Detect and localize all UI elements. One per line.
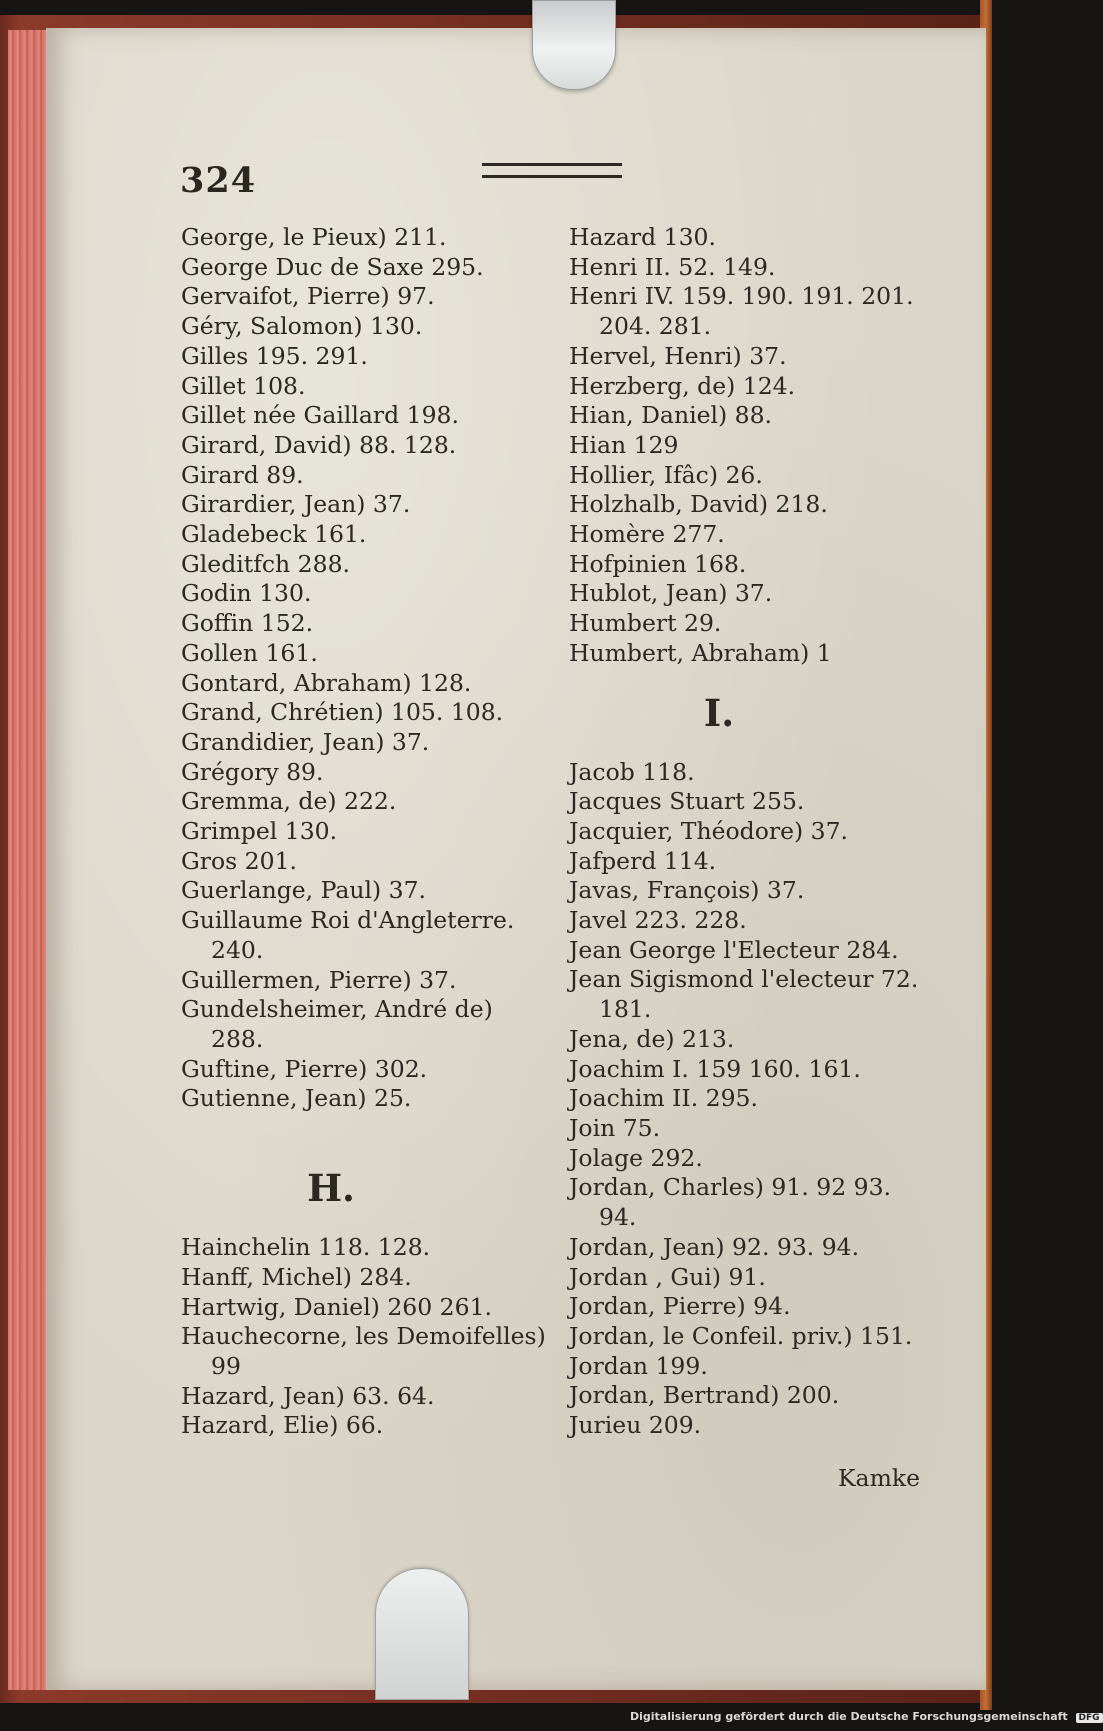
index-entry-continuation: 204. 281. — [599, 312, 712, 341]
index-entry: Grandidier, Jean) 37. — [181, 727, 430, 756]
index-entry: Gremma, de) 222. — [181, 787, 397, 816]
page-clip-bottom — [375, 1568, 469, 1700]
index-entry: Jordan 199. — [569, 1351, 708, 1380]
index-entry: Henri IV. 159. 190. 191. 201. — [569, 282, 914, 311]
index-entry: Géry, Salomon) 130. — [181, 312, 423, 341]
index-entry: Girardier, Jean) 37. — [181, 490, 411, 519]
index-entry-continuation: 94. — [599, 1203, 637, 1232]
index-entry: Gillet née Gaillard 198. — [181, 401, 459, 430]
index-entry: Hainchelin 118. 128. — [181, 1233, 431, 1262]
index-entry: Joachim I. 159 160. 161. — [569, 1054, 861, 1083]
index-entry: Goffin 152. — [181, 609, 314, 638]
index-entry: Jacob 118. — [569, 757, 695, 786]
index-entry: Guftine, Pierre) 302. — [181, 1054, 428, 1083]
index-entry: Jolage 292. — [569, 1143, 703, 1172]
index-entry: Homère 277. — [569, 520, 725, 549]
index-entry: Hollier, Ifâc) 26. — [569, 460, 763, 489]
index-entry: Herzberg, de) 124. — [569, 371, 796, 400]
dfg-logo-icon: DFG — [1076, 1713, 1103, 1723]
index-entry-continuation: 240. — [211, 935, 264, 964]
index-entry: Hauchecorne, les Demoifelles) — [181, 1322, 546, 1351]
index-entry: Jacquier, Théodore) 37. — [569, 816, 848, 845]
index-entry: Jordan , Gui) 91. — [569, 1262, 766, 1291]
credit-text: Digitalisierung gefördert durch die Deutsche Forschungsgemeinschaft — [630, 1710, 1068, 1723]
index-entry: Humbert, Abraham) 1 — [569, 638, 832, 667]
index-entry: Gillet 108. — [181, 371, 306, 400]
index-entry: George Duc de Saxe 295. — [181, 252, 484, 281]
index-entry: Jurieu 209. — [569, 1411, 702, 1440]
index-entry: Jordan, Jean) 92. 93. 94. — [569, 1232, 860, 1261]
digitization-credit — [630, 1710, 1100, 1723]
index-entry: Gutienne, Jean) 25. — [181, 1084, 412, 1113]
index-entry-continuation: 288. — [211, 1024, 264, 1053]
index-entry: Guillaume Roi d'Angleterre. — [181, 906, 515, 935]
index-entry: Jean George l'Electeur 284. — [569, 935, 899, 964]
index-entry: Humbert 29. — [569, 609, 722, 638]
index-column-right — [569, 223, 929, 1441]
index-entry: Grégory 89. — [181, 757, 324, 786]
index-entry: Gervaifot, Pierre) 97. — [181, 282, 435, 311]
index-entry: Gollen 161. — [181, 638, 318, 667]
index-entry: Gontard, Abraham) 128. — [181, 668, 472, 697]
index-entry: Grand, Chrétien) 105. 108. — [181, 698, 504, 727]
index-entry-continuation: 99 — [211, 1351, 241, 1380]
index-entry: Hofpinien 168. — [569, 549, 747, 578]
index-entry-continuation: 181. — [599, 995, 652, 1024]
index-entry: Jacques Stuart 255. — [569, 787, 805, 816]
index-entry: Gladebeck 161. — [181, 520, 367, 549]
index-entry: Hian 129 — [569, 430, 679, 459]
section-heading-h: H. — [307, 1166, 355, 1211]
index-entry: Grimpel 130. — [181, 817, 338, 846]
index-entry: Gundelsheimer, André de) — [181, 995, 493, 1024]
index-entry: Jena, de) 213. — [569, 1024, 735, 1053]
index-entry: Gros 201. — [181, 846, 298, 875]
index-entry: Holzhalb, David) 218. — [569, 490, 828, 519]
index-entry: Jordan, Pierre) 94. — [569, 1292, 791, 1321]
index-entry: Gilles 195. 291. — [181, 341, 368, 370]
index-entry: Godin 130. — [181, 579, 312, 608]
index-entry: Henri II. 52. 149. — [569, 252, 776, 281]
index-entry: Jean Sigismond l'electeur 72. — [569, 965, 919, 994]
index-entry: Jordan, le Confeil. priv.) 151. — [569, 1321, 913, 1350]
index-entry: Hazard 130. — [569, 223, 716, 251]
index-entry: Gleditfch 288. — [181, 549, 350, 578]
index-entry: Jafperd 114. — [569, 846, 717, 875]
index-entry: Hazard, Jean) 63. 64. — [181, 1381, 435, 1410]
index-entry: Hazard, Elie) 66. — [181, 1411, 384, 1440]
index-entry: Hian, Daniel) 88. — [569, 401, 773, 430]
index-entry: Join 75. — [569, 1113, 661, 1142]
header-rule — [482, 163, 622, 178]
index-entry: Javel 223. 228. — [569, 906, 747, 935]
index-entry: Javas, François) 37. — [569, 876, 805, 905]
index-entry: George, le Pieux) 211. — [181, 223, 447, 251]
index-entry: Joachim II. 295. — [569, 1084, 758, 1113]
index-entry: Jordan, Bertrand) 200. — [569, 1381, 840, 1410]
index-entry: Hervel, Henri) 37. — [569, 341, 787, 370]
index-entry: Hartwig, Daniel) 260 261. — [181, 1292, 493, 1321]
index-entry: Hublot, Jean) 37. — [569, 579, 773, 608]
page-clip-top — [532, 0, 616, 90]
index-entry: Girard 89. — [181, 460, 304, 489]
section-heading-i: I. — [703, 690, 735, 735]
index-entry: Jordan, Charles) 91. 92 93. — [569, 1173, 892, 1202]
index-entry: Guerlange, Paul) 37. — [181, 876, 427, 905]
page-number: 324 — [180, 160, 257, 201]
catchword: Kamke — [838, 1464, 920, 1492]
index-entry: Girard, David) 88. 128. — [181, 430, 457, 459]
index-entry: Guillermen, Pierre) 37. — [181, 965, 457, 994]
index-column-left — [181, 223, 546, 1441]
index-entry: Hanff, Michel) 284. — [181, 1262, 412, 1291]
